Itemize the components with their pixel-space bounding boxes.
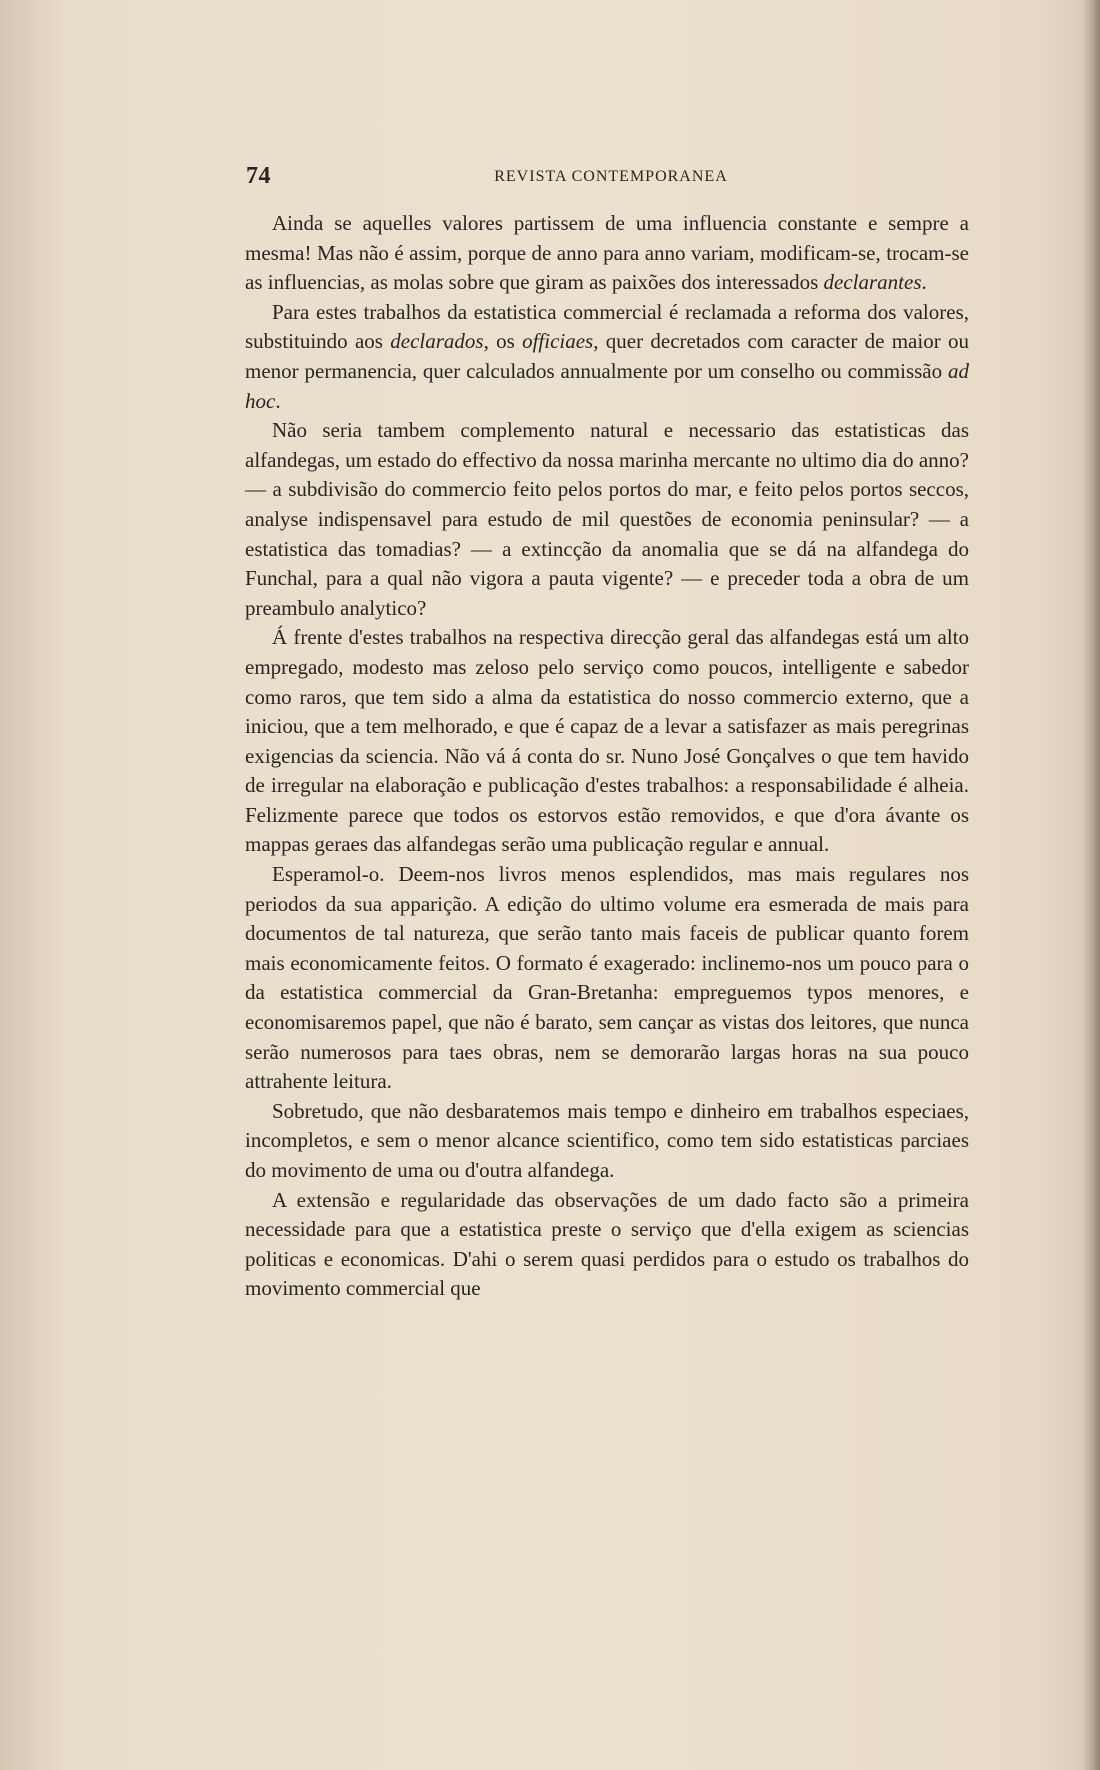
italic-text: officiaes <box>522 329 594 354</box>
italic-text: ad hoc <box>245 358 969 413</box>
paragraph <box>245 860 969 1097</box>
paragraph <box>245 298 969 416</box>
text-run: , os <box>483 329 523 354</box>
text-run: A extensão e regularidade das observações de um dado facto são a primeira necessidade para que a estatistica preste o serviço que d'ella exigem as sciencias politicas e economicas. D'ahi o serem quasi perdidos para o estudo os trabalhos do movimento commercial que <box>245 1187 969 1301</box>
text-run: Para estes trabalhos da estatistica commercial é reclamada a reforma dos valores, substituindo aos <box>245 299 969 354</box>
text-run: , quer decretados com caracter de maior ou menor permanencia, quer calculados annualmente por um conselho ou commissão <box>245 329 969 383</box>
page-header <box>246 163 976 193</box>
text-run: Esperamol-o. Deem-nos livros menos esplendidos, mas mais regulares nos periodos da sua apparição. A edição do ultimo volume era esmerada de mais para documentos de tal natureza, que serão tanto mais faceis de publicar quanto forem mais economicamente feitos. O formato é exagerado: inclinemo-nos um pouco para o da estatistica commercial da Gran-Bretanha: empreguemos typos menores, e economisaremos papel, que não é barato, sem cançar as vistas dos leitores, que nunca serão numerosos para taes obras, nem se demorarão largas horas na sua pouco attrahente leitura. <box>245 862 969 1094</box>
text-run: . <box>921 270 927 295</box>
paragraph <box>245 416 969 623</box>
body-text <box>245 209 969 1304</box>
text-run: Sobretudo, que não desbaratemos mais tempo e dinheiro em trabalhos especiaes, incompletos, e sem o menor alcance scientifico, como tem sido estatisticas parciaes do movimento de uma ou d'outra alfandega. <box>245 1098 969 1182</box>
running-title: REVISTA CONTEMPORANEA <box>494 168 728 185</box>
page-number: 74 <box>246 163 271 189</box>
page-spine-shadow <box>1082 0 1100 1770</box>
italic-text: declarantes <box>823 270 922 295</box>
text-run: Á frente d'estes trabalhos na respectiva direcção geral das alfandegas está um alto empregado, modesto mas zeloso pelo serviço como poucos, intelligente e sabedor como raros, que tem sido a alma da estatistica do nosso commercio externo, que a iniciou, que a tem melhorado, e que é capaz de a levar a satisfazer as mais peregrinas exigencias da sciencia. Não vá á conta do sr. Nuno José Gonçalves o que tem havido de irregular na elaboração e publicação d'estes trabalhos: a responsabilidade é alheia. Felizmente parece que todos os estorvos estão removidos, e que d'ora ávante os mappas geraes das alfandegas serão uma publicação regular e annual. <box>245 625 969 857</box>
text-run: Não seria tambem complemento natural e necessario das estatisticas das alfandegas, um estado do effectivo da nossa marinha mercante no ultimo dia do anno? — a subdivisão do commercio feito pelos portos do mar, e feito pelos portos seccos, analyse indispensavel para estudo de mil questões de economia peninsular? — a estatistica das tomadias? — a extincção da anomalia que se dá na alfandega do Funchal, para a qual não vigora a pauta vigente? — e preceder toda a obra de um preambulo analytico? <box>245 418 969 620</box>
paragraph <box>245 209 969 298</box>
text-run: Ainda se aquelles valores partissem de uma influencia constante e sempre a mesma! Mas não é assim, porque de anno para anno variam, modificam-se, trocam-se as influencias, as molas sobre que giram as paixões dos interessados <box>245 211 969 295</box>
italic-text: declarados <box>390 329 484 354</box>
paragraph <box>245 623 969 860</box>
paragraph <box>245 1097 969 1186</box>
text-run: . <box>275 388 281 413</box>
paragraph <box>245 1186 969 1304</box>
